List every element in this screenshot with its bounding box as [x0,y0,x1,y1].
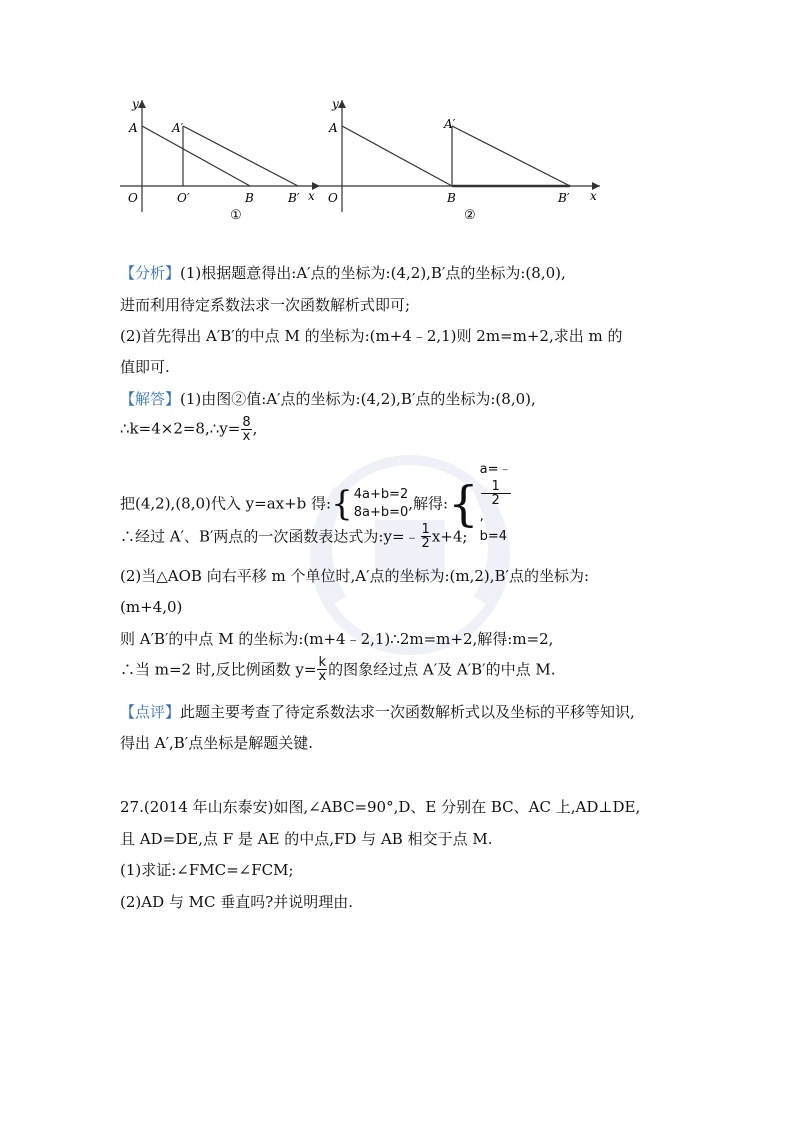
problem-27-line-3: (1)求证:∠FMC=∠FCM; [120,861,294,879]
fraction-denominator: x [318,669,327,684]
caption-2: ② [464,208,476,223]
label-O: O [128,191,138,205]
caption-1: ① [230,208,242,223]
solution-line-1 [120,389,720,409]
segment-AB [142,126,250,186]
solution-text-3: 把(4,2),(8,0)代入 y=ax+b 得: [120,494,332,513]
coordinate-figures [110,90,610,230]
comment-tag: 【点评】 [120,703,181,721]
equation-system-1 [354,486,409,522]
solution-line-7: 则 A′B′的中点 M 的坐标为:(m+4﹣2,1)∴2m=m+2,解得:m=2, [120,630,554,648]
fraction-numerator: 1 [481,480,511,494]
analysis-text-1: (1)根据题意得出:A′点的坐标为:(4,2),B′点的坐标为:(8,0), [180,264,566,282]
solution-line-6: (m+4,0) [120,598,183,616]
comment-text-1: 此题主要考查了待定系数法求一次函数解析式以及坐标的平移等知识, [180,703,635,721]
y-axis-arrow [138,100,146,108]
solution-line-8 [120,656,720,688]
problem-27-line-1: 27.(2014 年山东泰安)如图,∠ABC=90°,D、E 分别在 BC、AC 上,AD⊥DE, [120,798,641,816]
label-B: B [447,191,456,205]
analysis-line-2: 进而利用待定系数法求一次函数解析式即可; [120,296,411,314]
problem-27-line-2: 且 AD=DE,点 F 是 AE 的中点,FD 与 AB 相交于点 M. [120,830,493,848]
segment-AB [342,126,452,186]
analysis-line-4: 值即可. [120,358,170,376]
fraction-denominator: 2 [421,536,430,551]
figure-1 [120,97,320,223]
figure-2 [320,97,600,223]
equation-2b: b=4 [479,529,508,544]
solution-line-4 [120,523,720,553]
fraction-k-over-x [317,656,327,683]
solution-line-5: (2)当△AOB 向右平移 m 个单位时,A′点的坐标为:(m,2),B′点的坐标为: [120,567,590,585]
fraction-numerator: k [318,655,327,670]
label-B: B [245,191,254,205]
segment-A2B2 [183,126,298,186]
label-O-prime: O′ [177,191,190,205]
solution-text-4: ∴经过 A′、B′两点的一次函数表达式为:y=﹣ [120,527,420,546]
fraction-numerator: 1 [421,522,430,537]
solution-text-8-post: 的图象经过点 A′及 A′B′的中点 M. [328,660,556,679]
equation-2a [480,460,512,527]
left-brace: { [331,483,353,524]
segment-A2B2 [452,126,570,186]
solution-text-2: ∴k=4×2=8,∴y= [120,419,241,438]
equation-2a-pre: a=﹣ [479,462,512,477]
left-brace: { [448,475,479,532]
solution-text-1: (1)由图②值:A′点的坐标为:(4,2),B′点的坐标为:(8,0), [180,390,536,408]
label-A-prime: A′ [172,121,184,135]
comment-line-1 [120,702,720,722]
equation-1b: 8a+b=0 [353,504,409,520]
fraction-denominator: x [242,429,251,444]
solution-tag: 【解答】 [120,390,181,408]
fraction-8-over-x [241,416,251,443]
fraction-1-over-2 [481,480,511,507]
label-A-prime: A′ [444,117,456,131]
label-A: A [129,121,138,135]
analysis-line-3: (2)首先得出 A′B′的中点 M 的坐标为:(m+4﹣2,1)则 2m=m+2,求出 m 的 [120,327,623,345]
label-O: O [328,191,338,205]
label-A: A [329,121,338,135]
solution-text-3-mid: ,解得: [408,494,449,513]
fraction-1-over-2 [421,523,431,550]
equation-1a: 4a+b=2 [353,486,409,502]
solution-text-4-post: x+4; [431,527,468,546]
x-label: x [590,189,597,203]
analysis-line-1 [120,263,720,283]
label-B-prime: B′ [288,191,300,205]
x-label: x [308,189,315,203]
fraction-numerator: 8 [242,415,251,430]
y-label: y [132,97,139,111]
y-label: y [332,97,339,111]
solution-line-2 [120,416,720,450]
label-B-prime: B′ [558,191,570,205]
y-axis-arrow [338,100,346,108]
equation-2a-post: , [479,509,484,524]
analysis-tag: 【分析】 [120,264,181,282]
problem-27-line-4: (2)AD 与 MC 垂直吗?并说明理由. [120,893,354,911]
comment-line-2: 得出 A′,B′点坐标是解题关键. [120,734,313,752]
solution-text-8: ∴当 m=2 时,反比例函数 y= [120,660,317,679]
fraction-denominator: 2 [491,493,500,508]
solution-text-2-post: , [252,419,258,438]
